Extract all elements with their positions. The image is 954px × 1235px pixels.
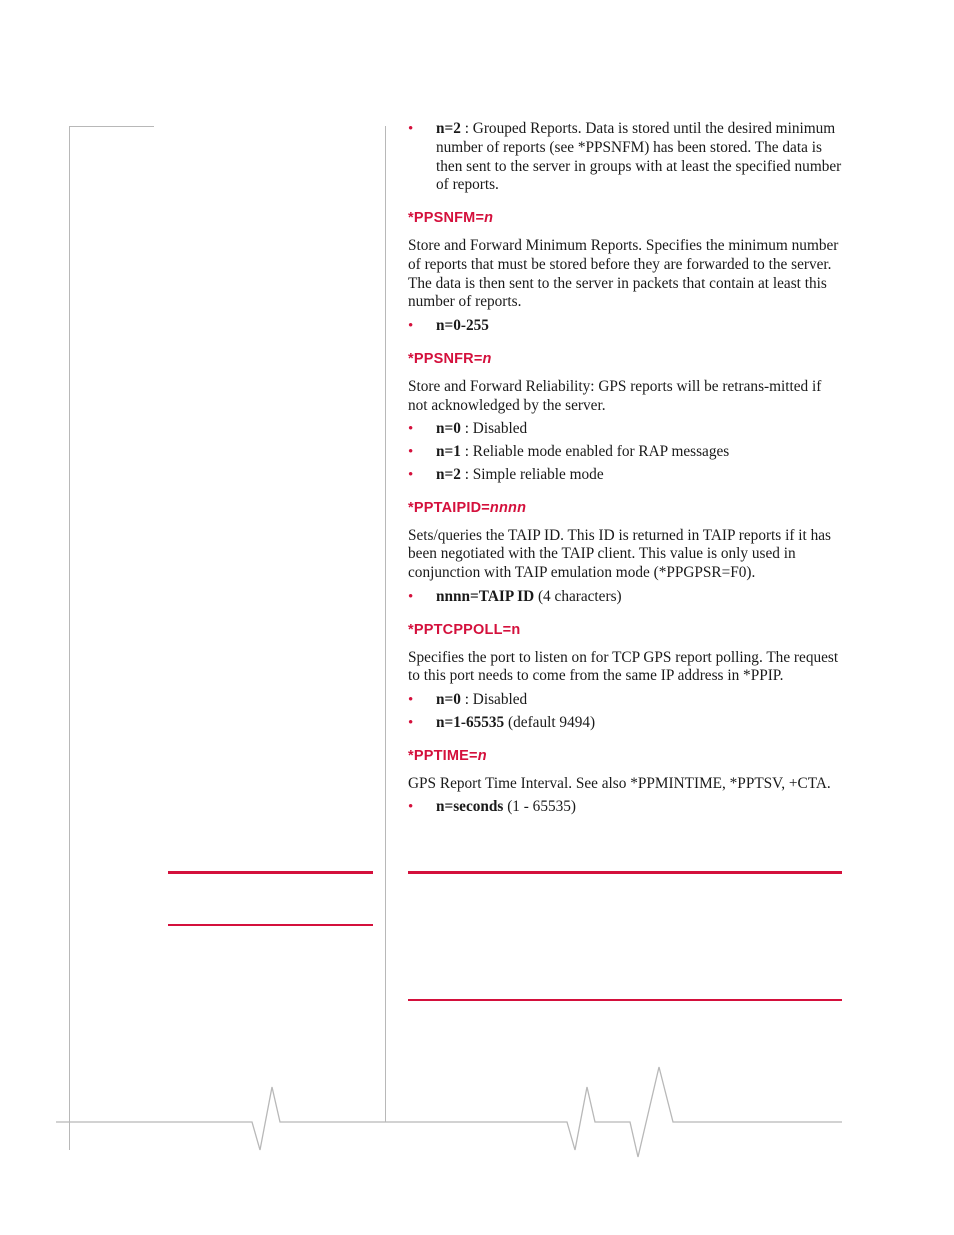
section-pptime — [408, 747, 844, 817]
command-description: Store and Forward Minimum Reports. Specifies the minimum number of reports that must be stored before they are forwarded to the server. The data is then sent to the server in packets that contain at least this number of reports. — [408, 236, 839, 311]
sidebar-thin-rule — [168, 924, 373, 926]
command-heading: *PPTAIPID=nnnn — [408, 499, 527, 516]
main-column — [408, 120, 844, 821]
bullet-text: : Grouped Reports. Data is stored until the desired minimum number of reports (see *PPSNFM) has been stored. The data is then sent to the server in groups with at least the specified number of reports. — [436, 120, 842, 194]
list-item: • n=seconds (1 - 65535) — [408, 798, 844, 817]
command-description: Specifies the port to listen on for TCP GPS report polling. The request to this port needs to come from the same IP address in *PPIP. — [408, 648, 839, 685]
section-ppsnfr — [408, 350, 844, 485]
bullet-term: n=2 — [436, 120, 461, 137]
frame-left-rule — [69, 126, 70, 1150]
command-heading: *PPTCPPOLL=n — [408, 621, 521, 638]
intro-bullet — [408, 120, 844, 195]
command-description: Store and Forward Reliability: GPS reports will be retrans-mitted if not acknowledged by the server. — [408, 377, 822, 414]
column-divider — [385, 126, 386, 1122]
sidebar-thick-rule — [168, 871, 373, 874]
list-item: • n=0-255 — [408, 317, 844, 336]
command-description: GPS Report Time Interval. See also *PPMINTIME, *PPTSV, +CTA. — [408, 774, 831, 792]
section-ppsnfm — [408, 209, 844, 336]
list-item: • n=1-65535 (default 9494) — [408, 714, 844, 733]
list-item: • nnnn=TAIP ID (4 characters) — [408, 588, 844, 607]
frame-top-rule — [69, 126, 154, 127]
list-item: • n=1 : Reliable mode enabled for RAP messages — [408, 443, 844, 462]
section-pptcppoll — [408, 621, 844, 733]
command-heading: *PPSNFR=n — [408, 350, 492, 367]
command-heading: *PPTIME=n — [408, 747, 487, 764]
list-item: • n=0 : Disabled — [408, 420, 844, 439]
list-item: • n=0 : Disabled — [408, 691, 844, 710]
section-pptaipid — [408, 499, 844, 607]
main-thick-rule — [408, 871, 842, 874]
list-item: • n=2 : Simple reliable mode — [408, 466, 844, 485]
main-thin-rule — [408, 999, 842, 1001]
command-heading: *PPSNFM=n — [408, 210, 494, 227]
command-description: Sets/queries the TAIP ID. This ID is returned in TAIP reports if it has been negotiated with the TAIP client. This value is only used in conjunction with TAIP emulation mode (*PPGPSR=F0). — [408, 526, 831, 582]
